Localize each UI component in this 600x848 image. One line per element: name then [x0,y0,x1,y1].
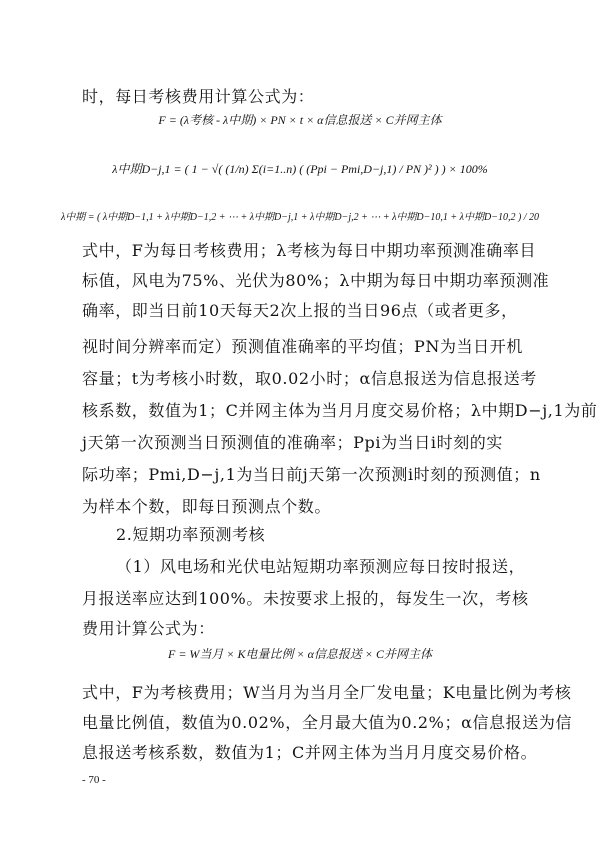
text-line: j天第一次预测当日预测值的准确率；Ppi为当日i时刻的实 [82,433,504,452]
formula-daily-fee: F = (λ考核 - λ中期) × PN × t × α信息报送 × C并网主体 [158,113,442,127]
text-line: 视时间分辨率而定）预测值准确率的平均值；PN为当日开机 [82,337,523,356]
text-line: 电量比例值，数值为0.02%，全月最大值为0.2%；α信息报送为信 [82,713,573,732]
text-line: 费用计算公式为： [82,619,215,638]
text-line: 核系数，数值为1；C并网主体为当月月度交易价格；λ中期D−j,1为前 [82,401,598,420]
text-line: 为样本个数，即每日预测点个数。 [82,497,332,516]
text-line: 际功率；Pmi,D−j,1为当日前j天第一次预测i时刻的预测值；n [82,465,541,484]
text-line: 容量；t为考核小时数，取0.02小时；α信息报送为信息报送考 [82,369,537,388]
text-line: 式中，F为考核费用；W当月为当月全厂发电量；K电量比例为考核 [82,683,572,702]
text-line: 标值，风电为75%、光伏为80%；λ中期为每日中期功率预测准 [82,271,550,290]
page-number: - 70 - [82,774,106,786]
text-line: 时，每日考核费用计算公式为： [82,87,315,106]
section-heading: 2.短期功率预测考核 [116,525,266,544]
formula-average: λ中期 = ( λ中期D−1,1 + λ中期D−1,2 + ⋯ + λ中期D−j,1 + λ中期D−j,2 + ⋯ + λ中期D−10,1 + λ中期D−10,2 ) / 20 [60,212,540,223]
formula-accuracy: λ中期D−j,1 = ( 1 − √( (1/n) Σ(i=1..n) ( (Ppi − Pmi,D−j,1) / PN )² ) ) × 100% [112,162,488,176]
text-line: 息报送考核系数，数值为1；C并网主体为当月月度交易价格。 [82,743,538,762]
text-line: 月报送率应达到100%。未按要求上报的，每发生一次，考核 [82,589,529,608]
text-line: 式中，F为每日考核费用；λ考核为每日中期功率预测准确率目 [82,241,537,260]
formula-short-term-fee: F = W当月 × K电量比例 × α信息报送 × C并网主体 [167,647,433,661]
text-line: （1）风电场和光伏电站短期功率预测应每日按时报送， [116,557,526,576]
text-line: 确率，即当日前10天每天2次上报的当日96点（或者更多， [82,301,518,320]
